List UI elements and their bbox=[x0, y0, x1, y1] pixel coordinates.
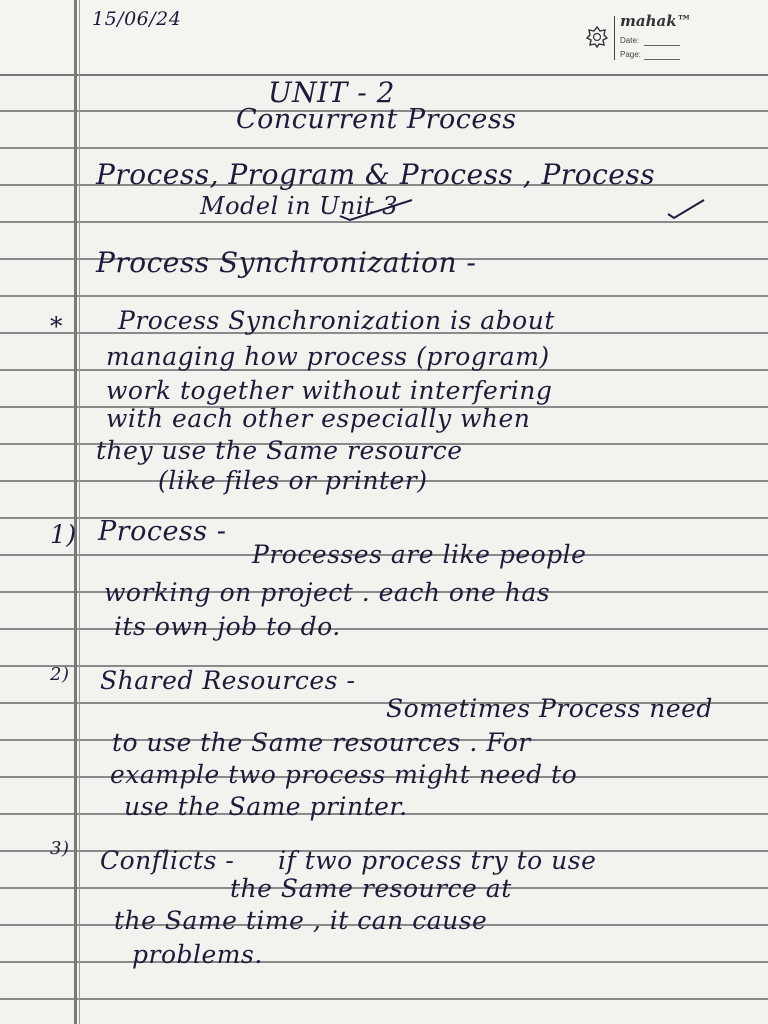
note-line: example two process might need to bbox=[110, 760, 578, 789]
margin-line bbox=[74, 0, 77, 1024]
subject-title: Concurrent Process bbox=[236, 104, 517, 135]
unit-title: UNIT - 2 bbox=[268, 76, 395, 109]
topics-line-2: Model in Unit 3 bbox=[200, 192, 399, 220]
date-field-line bbox=[644, 45, 680, 46]
bullet-star: * bbox=[50, 312, 63, 341]
brand-separator bbox=[614, 16, 615, 60]
note-line: work together without interfering bbox=[106, 376, 553, 405]
note-line: working on project . each one has bbox=[104, 578, 551, 607]
note-line: use the Same printer. bbox=[124, 792, 408, 821]
note-line: they use the Same resource bbox=[96, 436, 463, 465]
page-label: Page: bbox=[620, 50, 641, 59]
margin-line-inner bbox=[79, 0, 80, 1024]
page-field-line bbox=[644, 59, 680, 60]
notebook-brand bbox=[586, 10, 706, 64]
note-line: if two process try to use bbox=[278, 846, 597, 875]
note-line: (like files or printer) bbox=[158, 466, 428, 495]
point-heading: Process - bbox=[98, 516, 227, 547]
note-line: the Same time , it can cause bbox=[114, 906, 488, 935]
note-line: to use the Same resources . For bbox=[112, 728, 531, 757]
note-line: the Same resource at bbox=[230, 874, 512, 903]
note-line: Processes are like people bbox=[252, 540, 587, 569]
bullet-3: 3) bbox=[50, 838, 70, 859]
note-line: Sometimes Process need bbox=[386, 694, 713, 723]
check-mark-icon bbox=[664, 196, 708, 220]
bullet-2: 2) bbox=[50, 664, 70, 685]
point-heading: Conflicts - bbox=[100, 846, 235, 875]
note-line: its own job to do. bbox=[114, 612, 341, 641]
note-line: with each other especially when bbox=[106, 404, 531, 433]
topics-line-1: Process, Program & Process , Process bbox=[96, 158, 656, 191]
check-mark-icon bbox=[336, 196, 416, 222]
note-line: managing how process (program) bbox=[106, 342, 550, 371]
brand-logo-icon bbox=[586, 26, 608, 48]
date-label: Date: bbox=[620, 36, 640, 45]
handwritten-date: 15/06/24 bbox=[92, 8, 182, 30]
note-line: Process Synchronization is about bbox=[118, 306, 555, 335]
section-heading: Process Synchronization - bbox=[96, 246, 477, 279]
point-heading: Shared Resources - bbox=[100, 666, 356, 695]
note-line: problems. bbox=[132, 940, 263, 969]
bullet-1: 1) bbox=[50, 520, 77, 549]
brand-name: mahak™ bbox=[620, 12, 692, 30]
